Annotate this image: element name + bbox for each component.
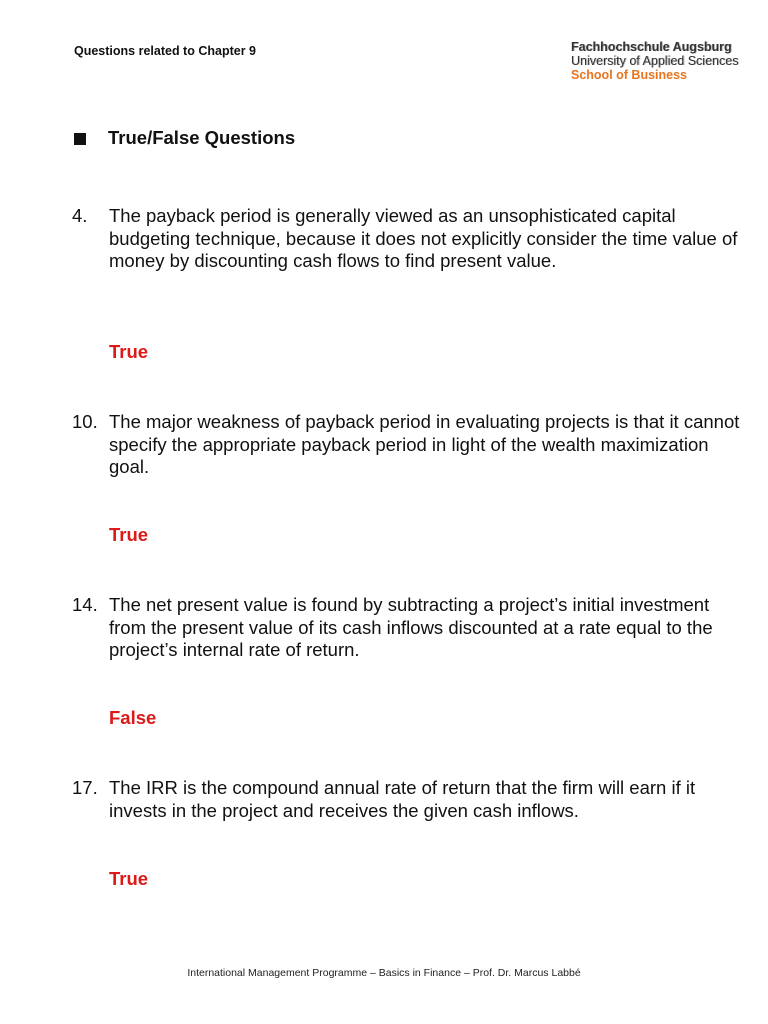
question-item	[72, 594, 742, 662]
answer-label: True	[109, 524, 149, 545]
page-footer: International Management Programme – Basics in Finance – Prof. Dr. Marcus Labbé	[187, 967, 581, 979]
question-text: The IRR is the compound annual rate of return that the firm will earn if it invests in the project and receives the given cash inflows.	[109, 777, 696, 821]
question-number: 10.	[72, 411, 98, 432]
question-number: 4.	[72, 205, 88, 226]
logo-line-1: Fachhochschule Augsburg	[571, 40, 732, 54]
section-heading	[74, 127, 295, 149]
question-item	[72, 411, 742, 479]
question-text: The payback period is generally viewed as an unsophisticated capital budgeting technique, because it does not explicitly consider the time value of money by discounting cash flows to find present value.	[109, 205, 738, 271]
square-bullet-icon	[74, 133, 86, 145]
logo-line-3: School of Business	[571, 68, 687, 82]
section-title: True/False Questions	[108, 127, 296, 148]
university-logo	[571, 40, 761, 83]
question-item	[72, 205, 742, 273]
answer-label: True	[109, 341, 149, 362]
answer-label: False	[109, 707, 157, 728]
question-number: 17.	[72, 777, 98, 798]
logo-line-2: University of Applied Sciences	[571, 54, 739, 68]
question-text: The major weakness of payback period in evaluating projects is that it cannot specify the appropriate payback period in light of the wealth maximization goal.	[109, 411, 740, 477]
question-text: The net present value is found by subtracting a project’s initial investment from the present value of its cash inflows discounted at a rate equal to the project’s internal rate of return.	[109, 594, 713, 660]
answer-label: True	[109, 868, 149, 889]
question-item	[72, 777, 742, 822]
chapter-label: Questions related to Chapter 9	[74, 44, 256, 58]
question-number: 14.	[72, 594, 98, 615]
